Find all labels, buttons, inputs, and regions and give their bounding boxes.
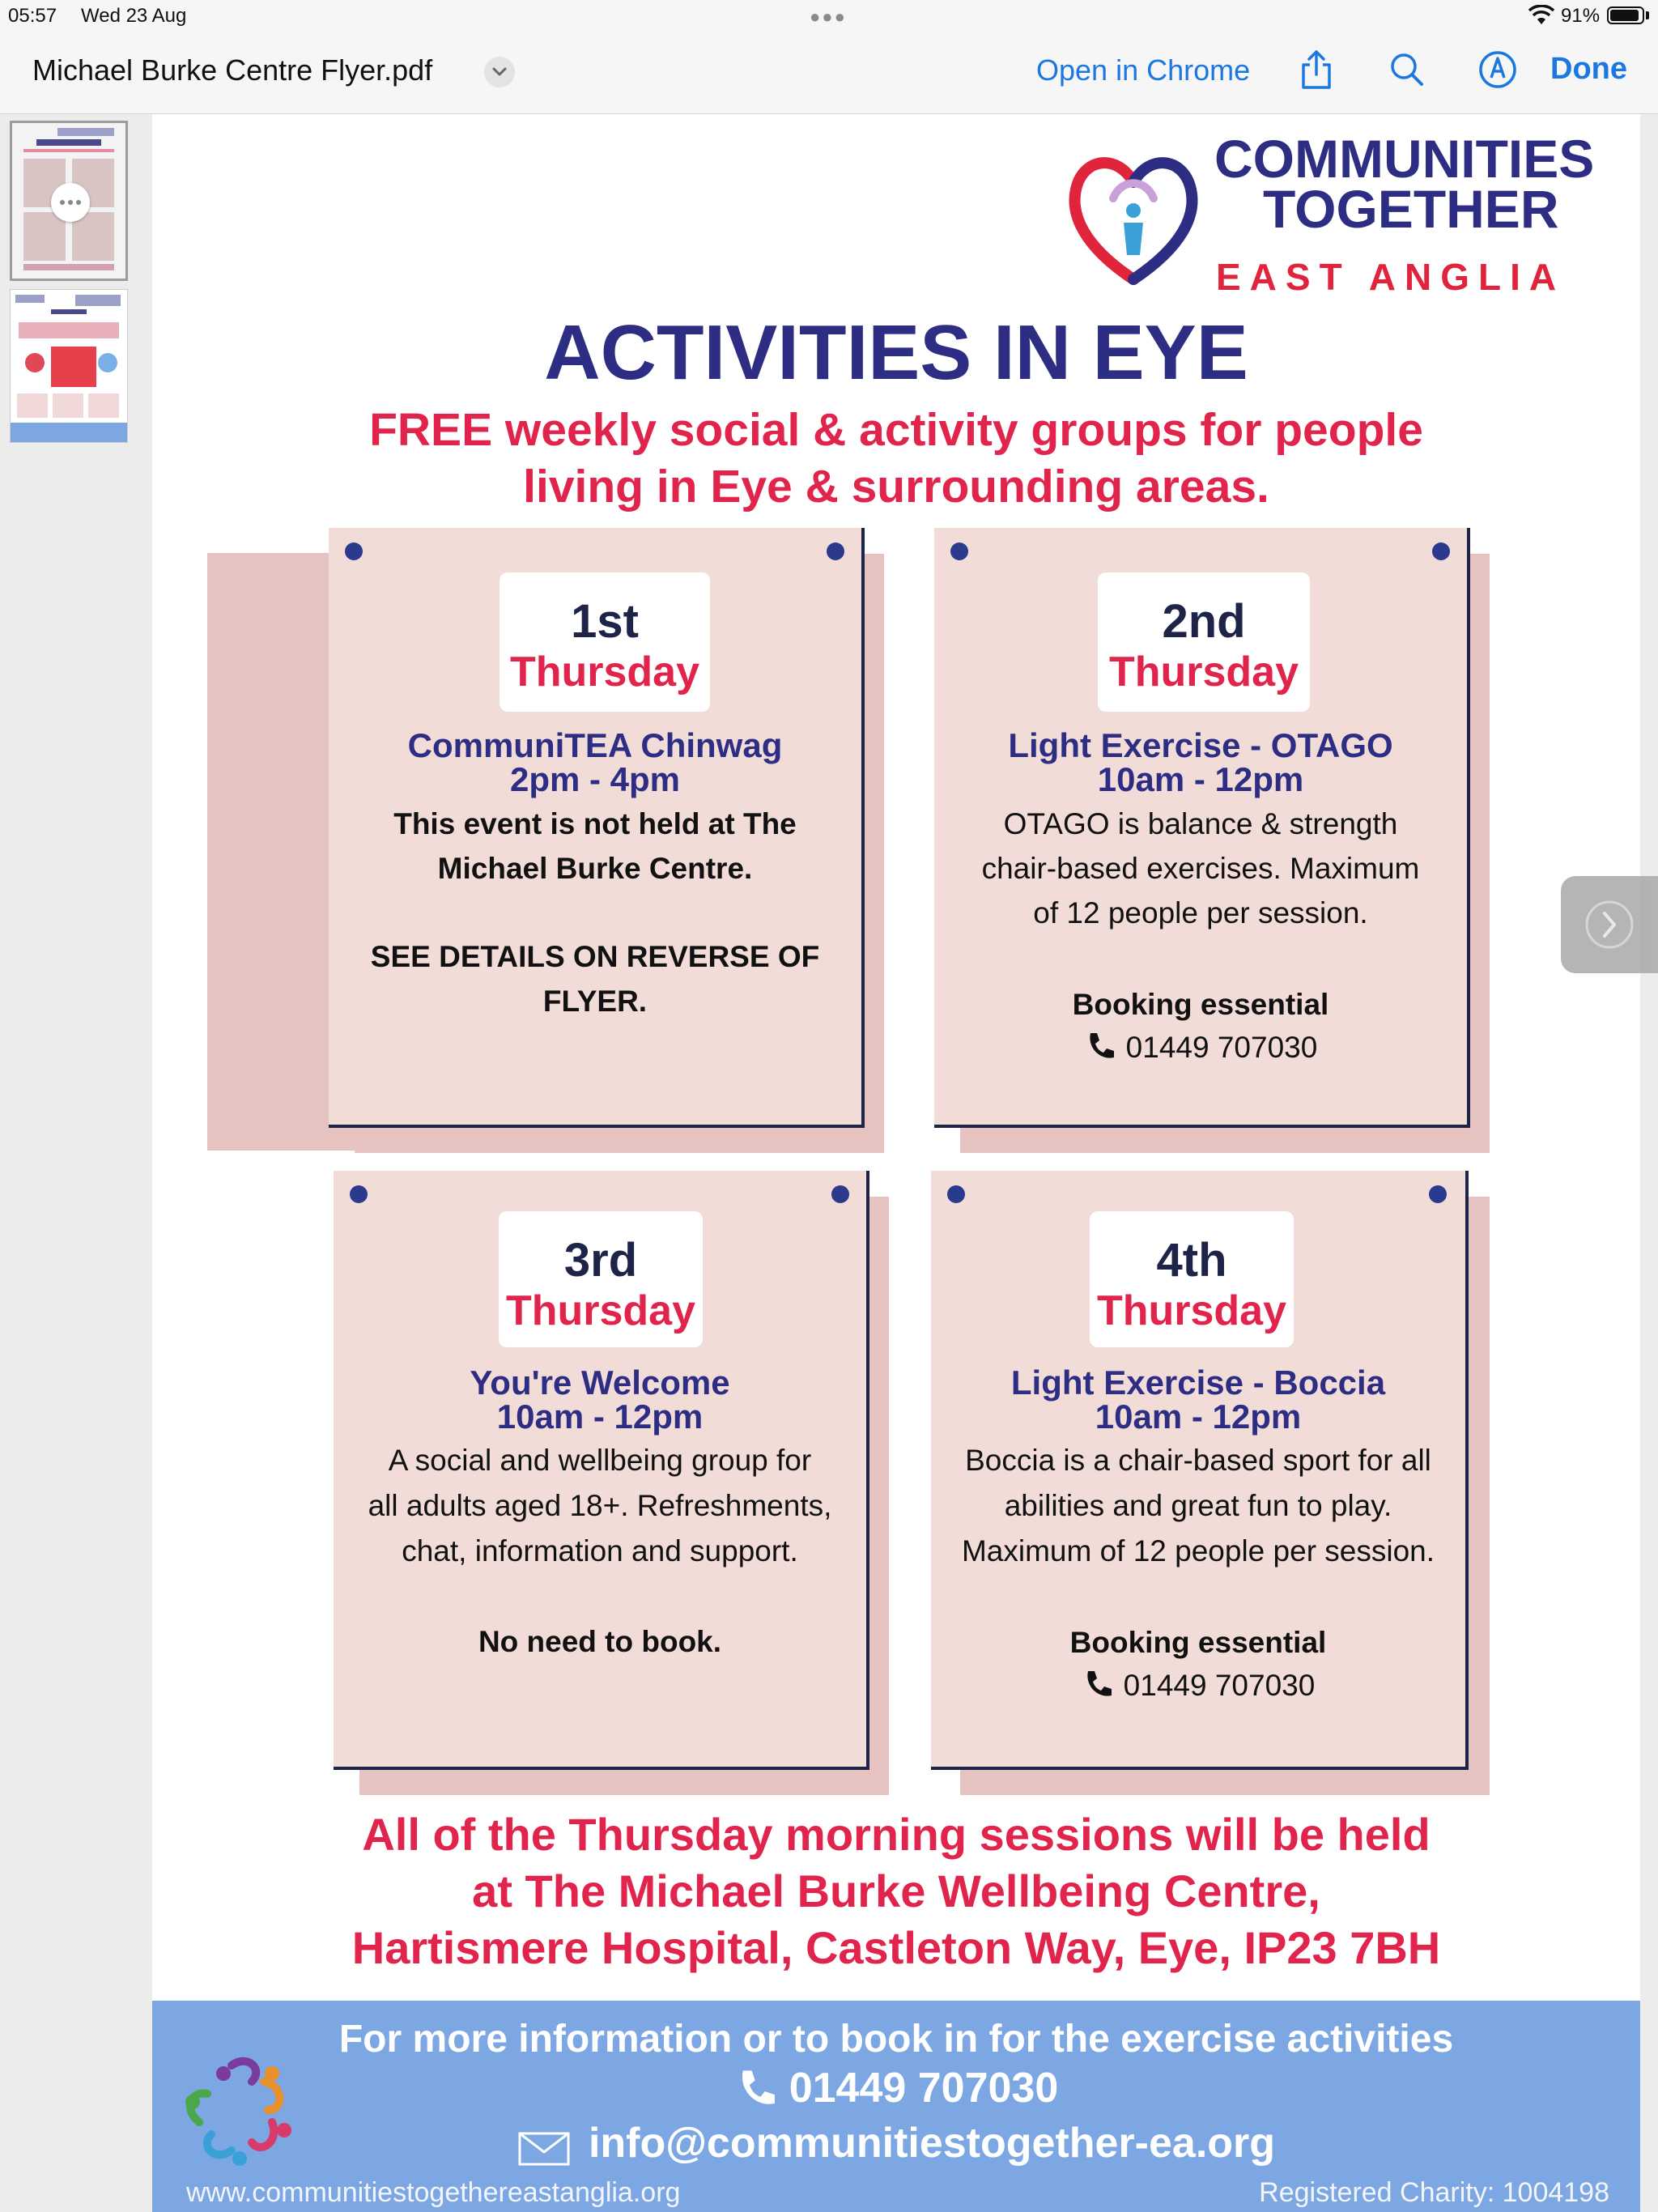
card-ordinal: 1st [571, 595, 639, 648]
card-ordinal: 3rd [563, 1234, 638, 1287]
card-day: Thursday [509, 649, 700, 696]
date-box [1090, 1211, 1294, 1347]
activity-card-2 [934, 528, 1470, 1128]
card-note: No need to book. [478, 1625, 722, 1658]
card-desc-3: of 12 people per session. [1033, 896, 1368, 929]
pdf-page[interactable] [152, 114, 1640, 2212]
footer-website[interactable]: www.communitiestogethereastanglia.org [186, 2177, 681, 2208]
page-thumbnail-1[interactable] [10, 121, 128, 281]
card-desc-2: abilities and great fun to play. [1004, 1489, 1392, 1522]
phone-icon [1082, 1668, 1114, 1700]
venue-line-2: at The Michael Burke Wellbeing Centre, [472, 1865, 1320, 1916]
card-ordinal: 4th [1156, 1234, 1227, 1287]
card-day: Thursday [1108, 649, 1299, 696]
done-button[interactable]: Done [1550, 52, 1627, 86]
card-desc-3: Maximum of 12 people per session. [961, 1534, 1435, 1568]
pin-icon [1432, 542, 1450, 560]
subtitle-line-1: FREE weekly social & activity groups for people [369, 404, 1423, 456]
pdf-toolbar [0, 32, 1658, 114]
activity-time: 10am - 12pm [496, 1397, 704, 1436]
card-desc-4: FLYER. [542, 985, 648, 1018]
status-bar [0, 0, 1658, 32]
card-desc-3: chat, information and support. [402, 1534, 798, 1568]
phone-icon [1084, 1030, 1116, 1062]
footer-email[interactable] [152, 2119, 1640, 2167]
open-in-chrome-button[interactable]: Open in Chrome [1036, 53, 1251, 87]
card-day: Thursday [505, 1287, 696, 1334]
flyer-subtitle [152, 402, 1640, 515]
battery-tip [1646, 11, 1649, 19]
card-desc-1: A social and wellbeing group for [388, 1444, 812, 1477]
card-desc-2: chair-based exercises. Maximum [981, 852, 1420, 885]
card-desc-3: SEE DETAILS ON REVERSE OF [370, 940, 820, 973]
date-box [1098, 572, 1310, 712]
activity-time: 10am - 12pm [1095, 1397, 1302, 1436]
pin-icon [950, 542, 968, 560]
card-ordinal: 2nd [1162, 595, 1246, 648]
card-desc-1: OTAGO is balance & strength [1003, 807, 1398, 840]
battery-percent: 91% [1561, 5, 1601, 27]
venue-notice [152, 1806, 1640, 1976]
multitasking-dots-icon[interactable]: ●●● [810, 6, 847, 27]
footer-phone[interactable] [152, 2064, 1640, 2112]
page-thumbnail-sidebar [0, 114, 136, 2212]
pin-icon [350, 1185, 368, 1203]
phone-icon [734, 2066, 778, 2110]
brand-line-1: COMMUNITIES [1214, 129, 1595, 189]
card-day: Thursday [1096, 1287, 1287, 1334]
wifi-icon [1528, 5, 1554, 26]
venue-line-3: Hartismere Hospital, Castleton Way, Eye, IP23 7BH [351, 1922, 1441, 1973]
date-box [499, 1211, 703, 1347]
contact-footer [152, 2001, 1640, 2212]
booking-note: Booking essential [1069, 1626, 1327, 1659]
pin-icon [345, 542, 363, 560]
chevron-down-icon[interactable] [484, 57, 515, 87]
subtitle-line-2: living in Eye & surrounding areas. [523, 461, 1269, 513]
card-desc-1: Boccia is a chair-based sport for all [965, 1444, 1431, 1477]
battery-icon [1607, 6, 1644, 24]
heart-logo-icon [1069, 150, 1198, 287]
status-date: Wed 23 Aug [81, 5, 187, 27]
more-icon[interactable] [51, 183, 90, 222]
date-box [500, 572, 710, 712]
booking-note: Booking essential [1072, 988, 1329, 1021]
footer-info: For more information or to book in for the exercise activities [338, 2018, 1454, 2061]
pin-icon [947, 1185, 965, 1203]
card-phone [931, 1668, 1465, 1703]
chevron-right-icon [1561, 876, 1658, 973]
card-desc-2: all adults aged 18+. Refreshments, [368, 1489, 832, 1522]
page-thumbnail-2[interactable] [10, 289, 128, 443]
markup-icon[interactable] [1475, 47, 1520, 92]
flyer-title: ACTIVITIES IN EYE [544, 309, 1248, 396]
brand-line-2: TOGETHER [1263, 179, 1559, 239]
envelope-icon [517, 2131, 571, 2167]
next-page-button[interactable] [1561, 876, 1658, 973]
activity-time: 10am - 12pm [1097, 760, 1304, 798]
activity-name: You're Welcome [470, 1363, 730, 1402]
search-icon[interactable] [1384, 47, 1430, 92]
brand-logo [1093, 129, 1611, 298]
activity-name: Light Exercise - OTAGO [1008, 726, 1393, 764]
share-icon[interactable] [1294, 47, 1339, 92]
card-phone-number: 01449 707030 [1123, 1669, 1316, 1702]
pin-icon [831, 1185, 849, 1203]
activity-name: Light Exercise - Boccia [1010, 1363, 1386, 1402]
activity-card-3 [334, 1171, 869, 1770]
document-title[interactable]: Michael Burke Centre Flyer.pdf [32, 53, 433, 87]
card-phone-number: 01449 707030 [1125, 1031, 1318, 1064]
card-desc-1: This event is not held at The [393, 807, 797, 840]
card-desc-2: Michael Burke Centre. [437, 852, 753, 885]
activity-card-4 [931, 1171, 1469, 1770]
thumbnail-2-preview [11, 290, 127, 442]
battery-level [1610, 10, 1639, 21]
activity-time: 2pm - 4pm [509, 760, 681, 798]
footer-email-address: info@communitiestogether-ea.org [588, 2120, 1276, 2167]
card-phone [934, 1030, 1467, 1065]
brand-line-3: EAST ANGLIA [1216, 256, 1566, 298]
venue-line-1: All of the Thursday morning sessions will be held [362, 1809, 1431, 1860]
status-time: 05:57 [8, 5, 57, 27]
pin-icon [827, 542, 844, 560]
footer-phone-number: 01449 707030 [789, 2065, 1059, 2112]
activity-card-1 [329, 528, 865, 1128]
activity-name: CommuniTEA Chinwag [407, 726, 783, 764]
pin-icon [1429, 1185, 1447, 1203]
footer-charity: Registered Charity: 1004198 [1259, 2177, 1609, 2208]
